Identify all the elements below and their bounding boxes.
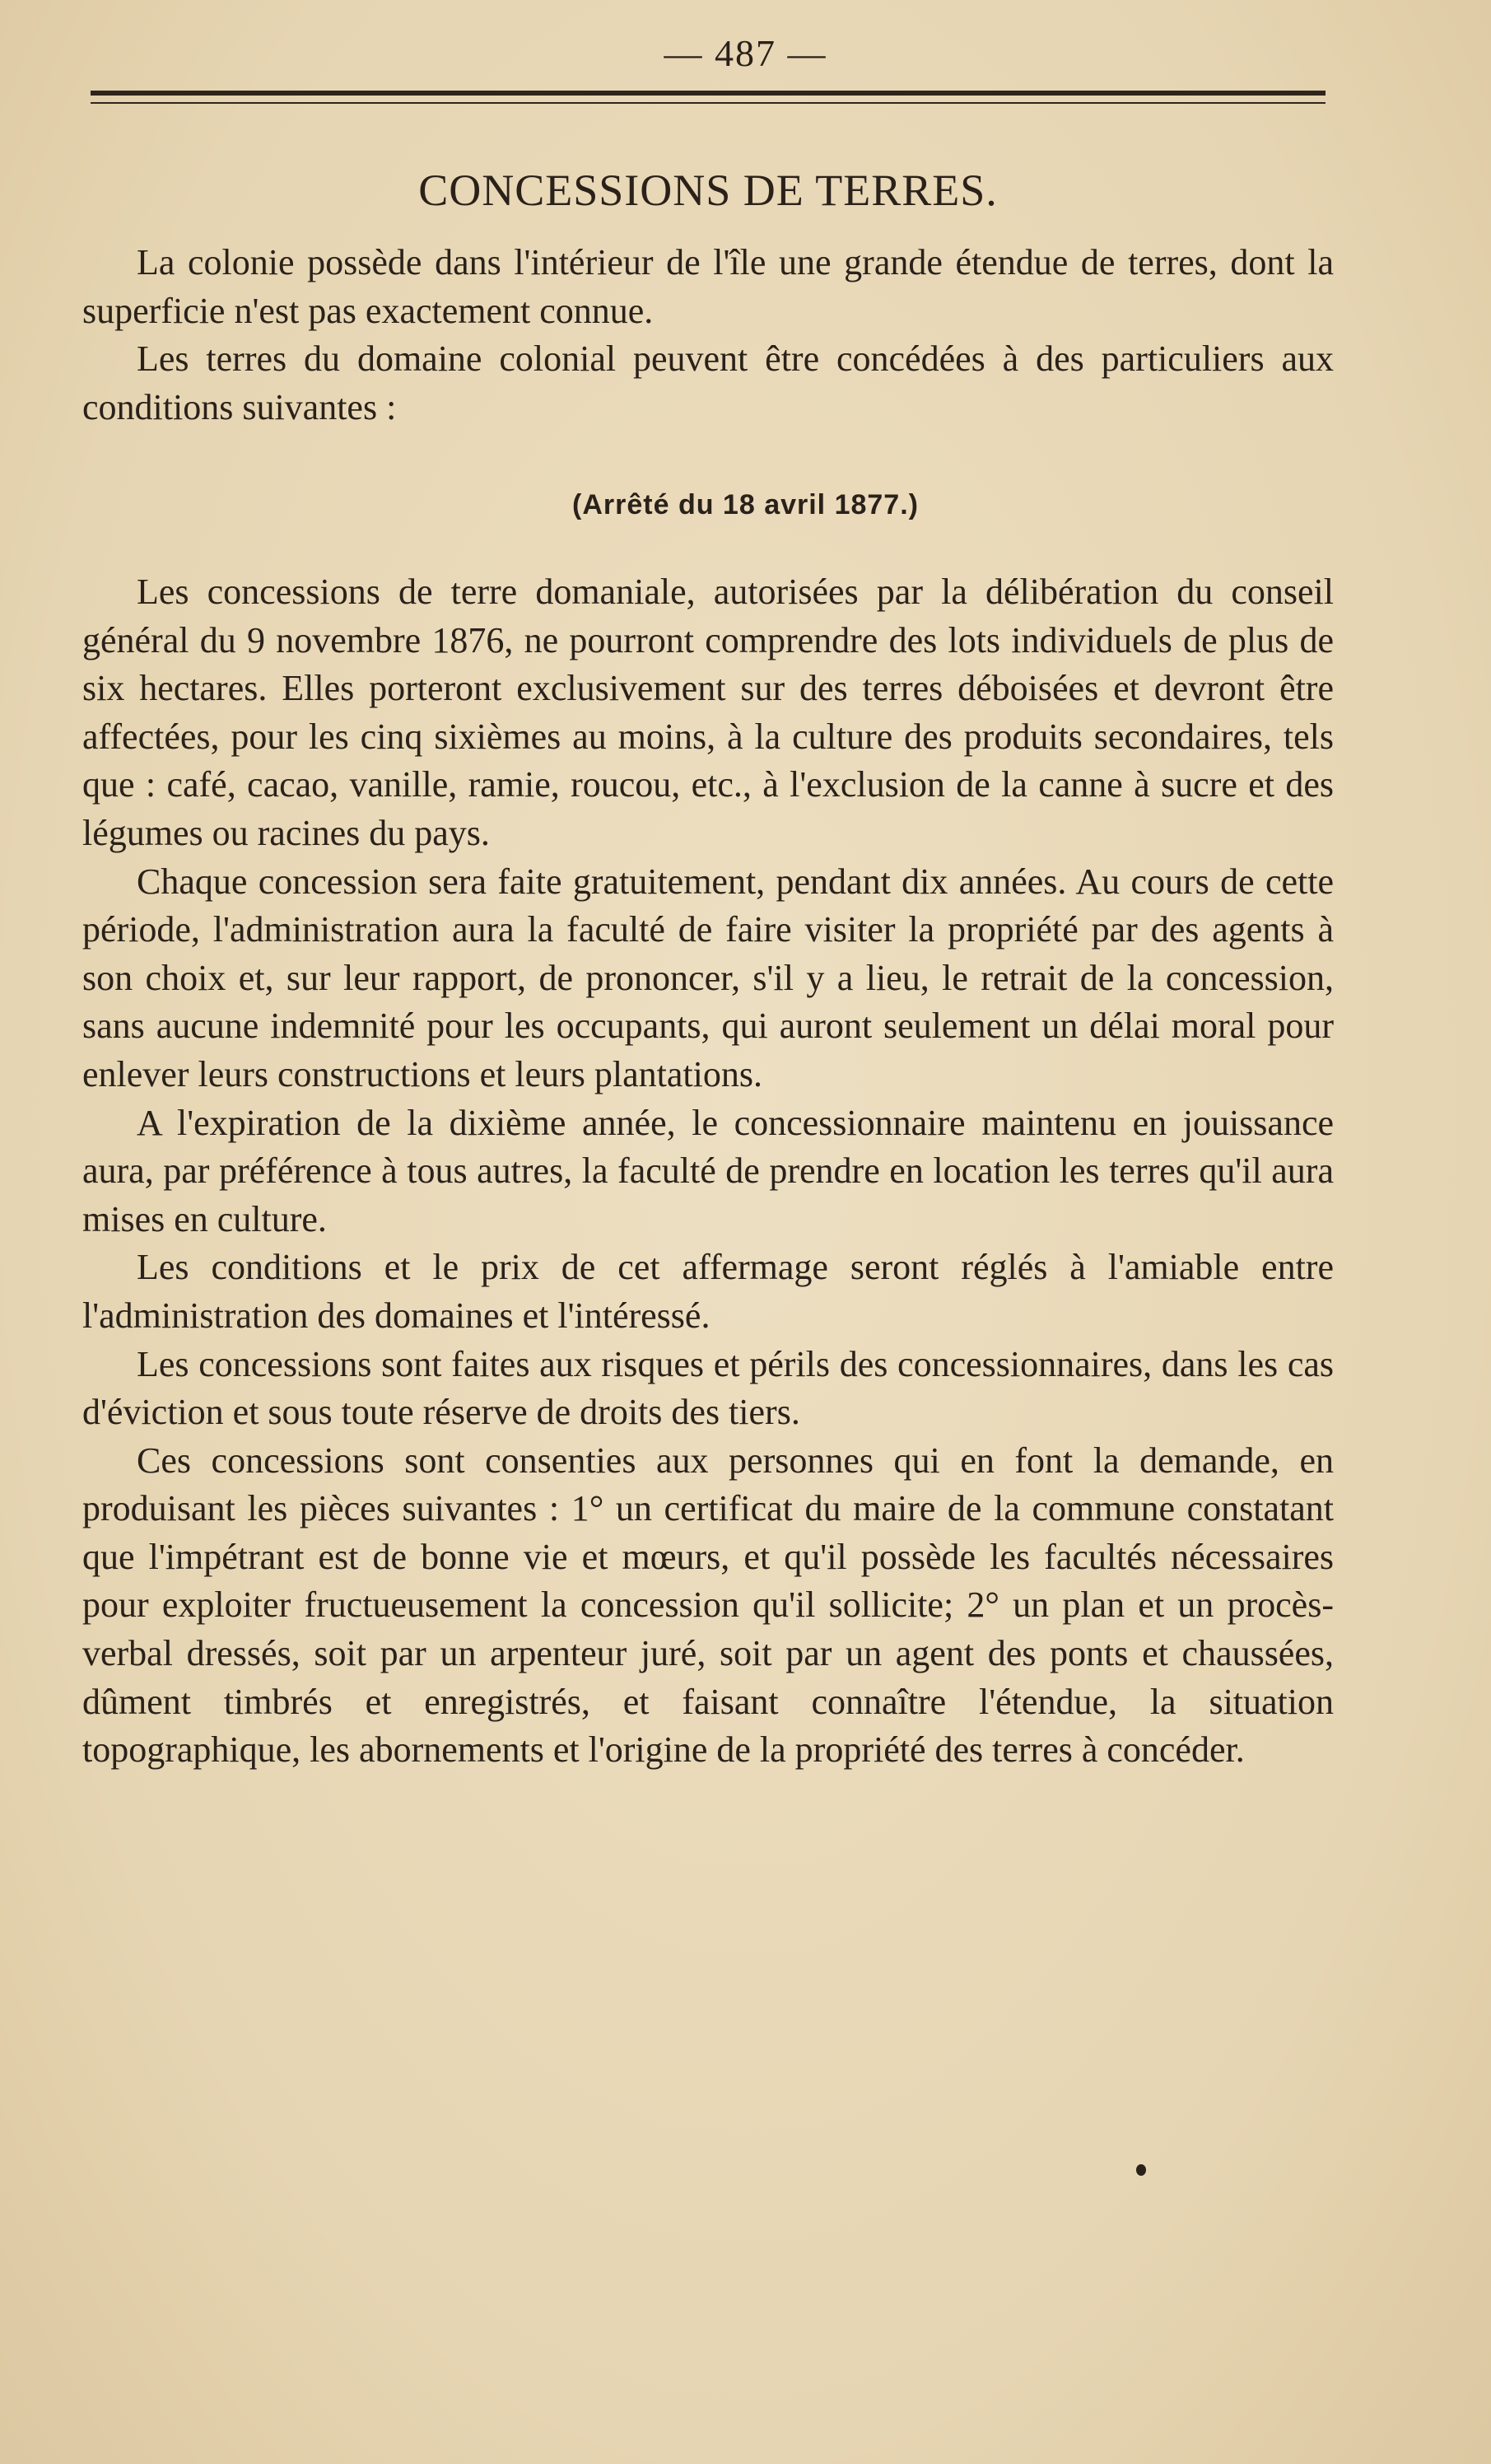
- body-paragraph: Les conditions et le prix de cet affermage seront réglés à l'amiable entre l'administration des domaines et l'intéressé.: [82, 1247, 1334, 1336]
- page-number: — 487 —: [664, 32, 827, 74]
- body-paragraph: Les concessions sont faites aux risques et périls des concessionnaires, dans les cas d'éviction et sous toute réserve de droits des tiers.: [82, 1343, 1334, 1433]
- body-paragraph: Les concessions de terre domaniale, autorisées par la délibération du conseil général du 9 novembre 1876, ne pourront comprendre des lots individuels de plus de six hectares. Elles porteront exclusivement sur des terres déboisées et devront être affectées, pour les cinq sixièmes au moins, à la culture des produits secondaires, tels que : café, cacao, vanille, ramie, roucou, etc., à l'exclusion de la canne à sucre et des légumes ou racines du pays.: [82, 572, 1334, 853]
- body-paragraph: Ces concessions sont consenties aux personnes qui en font la demande, en produisant les pièces suivantes : 1° un certificat du maire de la commune constatant que l'impétrant est de bonne vie et mœurs, et qu'il possède les facultés nécessaires pour exploiter fructueusement la concession qu'il sollicite; 2° un plan et un procès-verbal dressés, soit par un arpenteur juré, soit par un agent des ponts et chaussées, dûment timbrés et enregistrés, et faisant connaître l'étendue, la situation topographique, les abornements et l'origine de la propriété des terres à concéder.: [82, 1440, 1334, 1771]
- intro-block: [82, 239, 1334, 432]
- intro-paragraph: Les terres du domaine colonial peuvent être concédées à des particuliers aux conditions suivantes :: [82, 338, 1334, 427]
- body-paragraph: Chaque concession sera faite gratuitement, pendant dix années. Au cours de cette période, l'administration aura la faculté de faire visiter la propriété par des agents à son choix et, sur leur rapport, de prononcer, s'il y a lieu, le retrait de la concession, sans aucune indemnité pour les occupants, qui auront seulement un délai moral pour enlever leurs constructions et leurs plantations.: [82, 861, 1334, 1094]
- section-title: CONCESSIONS DE TERRES.: [418, 166, 998, 215]
- intro-paragraph: La colonie possède dans l'intérieur de l'île une grande étendue de terres, dont la superficie n'est pas exactement connue.: [82, 242, 1334, 331]
- arrete-reference: (Arrêté du 18 avril 1877.): [572, 489, 919, 520]
- ink-speck: [1136, 2164, 1146, 2176]
- header-rule-thin: [91, 102, 1326, 104]
- header-rule-thick: [91, 91, 1326, 96]
- body-paragraph: A l'expiration de la dixième année, le concessionnaire maintenu en jouissance aura, par préférence à tous autres, la faculté de prendre en location les terres qu'il aura mises en culture.: [82, 1102, 1334, 1239]
- body-block: [82, 568, 1334, 1775]
